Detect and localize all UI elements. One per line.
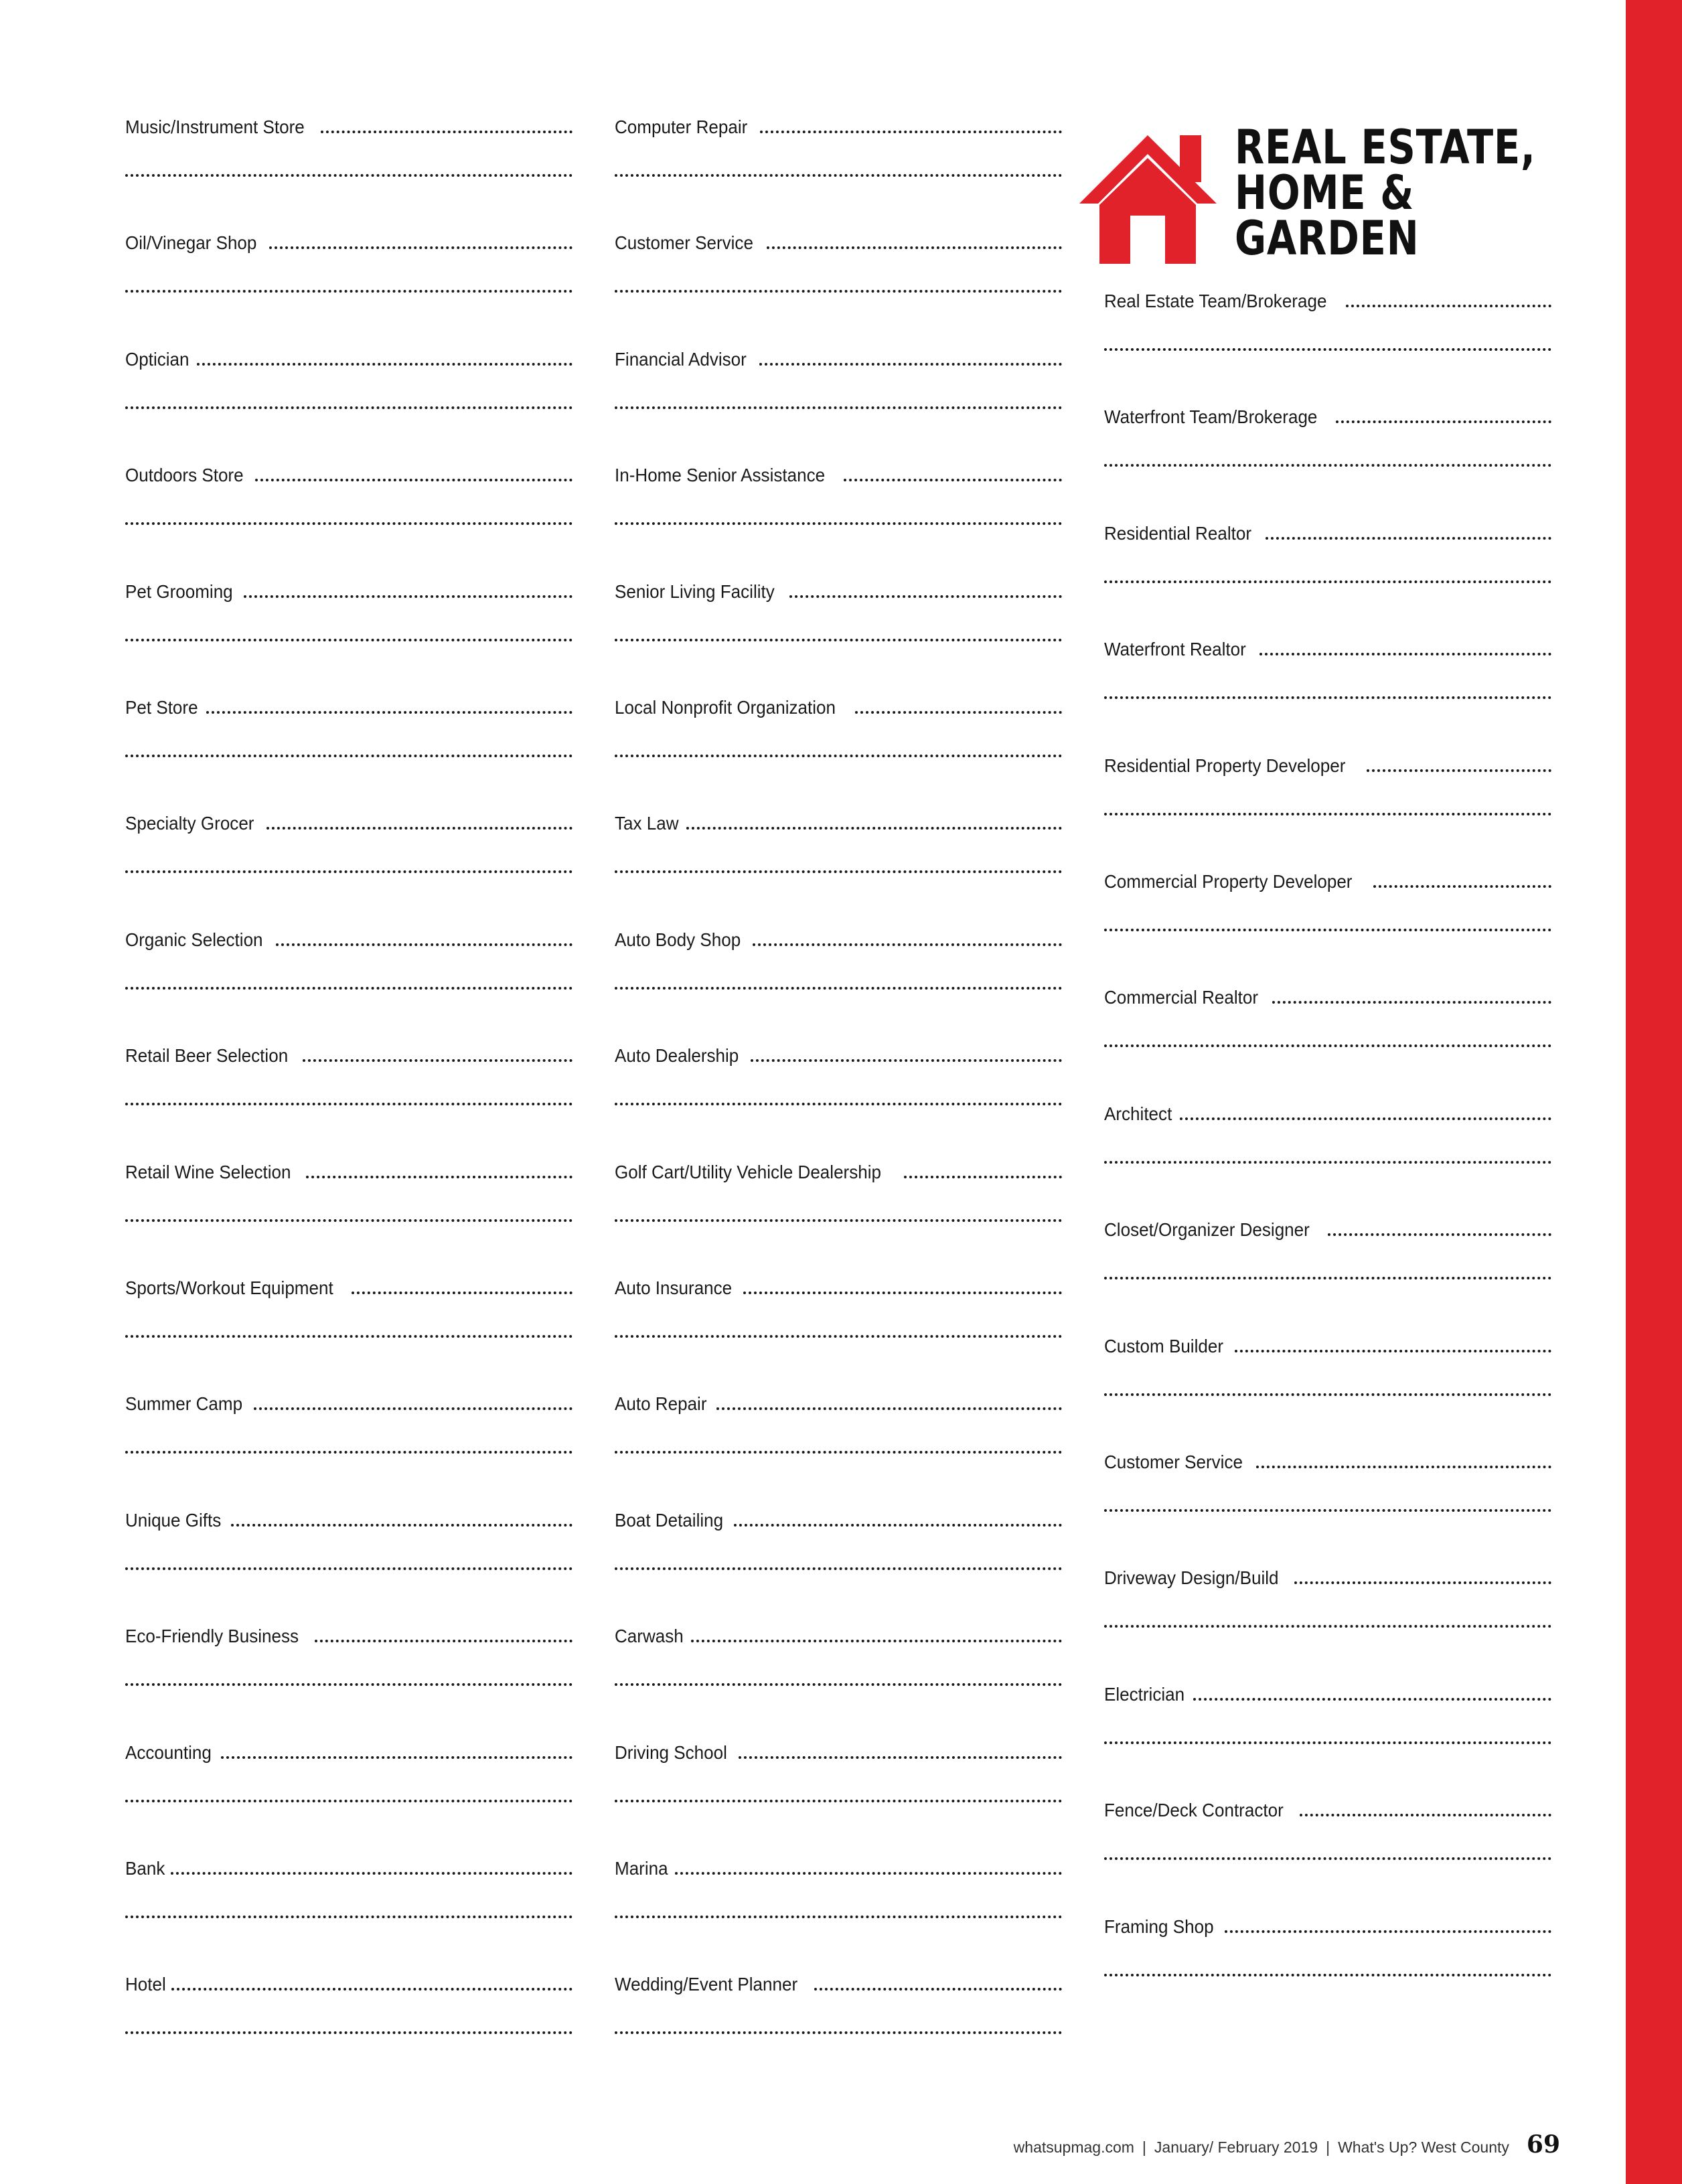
footer-separator: | xyxy=(1326,2138,1330,2156)
footer-separator: | xyxy=(1142,2138,1146,2156)
section-title-line: GARDEN xyxy=(1235,211,1420,266)
answer-line[interactable] xyxy=(615,1683,1062,1686)
category-label: Commercial Property Developer xyxy=(1104,871,1353,892)
category-answer-field[interactable] xyxy=(686,827,1062,830)
ballot-entry xyxy=(125,1271,572,1387)
category-answer-field[interactable] xyxy=(675,1872,1062,1875)
category-label: Custom Builder xyxy=(1104,1336,1224,1356)
answer-line[interactable] xyxy=(1104,696,1551,699)
category-row xyxy=(615,1156,1062,1184)
category-answer-field[interactable] xyxy=(814,1988,1062,1991)
category-label: Architect xyxy=(1104,1103,1172,1124)
answer-line[interactable] xyxy=(1104,1857,1551,1860)
ballot-entry xyxy=(125,1968,572,2084)
category-label: Auto Body Shop xyxy=(615,929,741,950)
answer-line[interactable] xyxy=(1104,1741,1551,1744)
answer-line[interactable] xyxy=(1104,1044,1551,1047)
answer-line[interactable] xyxy=(125,1567,572,1570)
category-answer-field[interactable] xyxy=(276,943,572,946)
ballot-entry xyxy=(1104,981,1551,1097)
category-answer-field[interactable] xyxy=(904,1176,1062,1178)
category-label: Summer Camp xyxy=(125,1393,243,1414)
answer-line[interactable] xyxy=(125,987,572,990)
category-label: Specialty Grocer xyxy=(125,813,254,834)
ballot-entry xyxy=(615,1387,1062,1503)
category-row xyxy=(125,807,572,835)
ballot-entry xyxy=(615,1620,1062,1735)
category-label: Oil/Vinegar Shop xyxy=(125,232,257,253)
category-answer-field[interactable] xyxy=(231,1524,572,1527)
ballot-entry xyxy=(615,1039,1062,1155)
category-row xyxy=(125,343,572,371)
category-label: Pet Store xyxy=(125,697,198,718)
category-row xyxy=(1104,1910,1551,1938)
answer-line[interactable] xyxy=(1104,1509,1551,1512)
answer-line[interactable] xyxy=(125,1916,572,1918)
category-row xyxy=(1104,981,1551,1009)
category-answer-field[interactable] xyxy=(197,363,572,366)
ballot-entry xyxy=(1104,1561,1551,1677)
category-row xyxy=(615,226,1062,254)
ballot-entry xyxy=(1104,749,1551,865)
category-answer-field[interactable] xyxy=(244,595,572,598)
category-answer-field[interactable] xyxy=(315,1640,572,1642)
category-row xyxy=(125,110,572,139)
answer-line[interactable] xyxy=(125,522,572,525)
ballot-entry xyxy=(125,1736,572,1852)
answer-line[interactable] xyxy=(1104,1393,1551,1396)
category-label: Eco-Friendly Business xyxy=(125,1626,299,1646)
category-row xyxy=(1104,633,1551,661)
answer-line[interactable] xyxy=(125,174,572,177)
category-answer-field[interactable] xyxy=(759,363,1062,366)
category-label: Hotel xyxy=(125,1974,166,1995)
category-row xyxy=(125,1968,572,1996)
answer-line[interactable] xyxy=(615,1219,1062,1222)
category-row xyxy=(615,923,1062,951)
category-label: Auto Repair xyxy=(615,1393,707,1414)
answer-line[interactable] xyxy=(615,406,1062,409)
answer-line[interactable] xyxy=(125,406,572,409)
answer-line[interactable] xyxy=(1104,1974,1551,1976)
category-answer-field[interactable] xyxy=(306,1176,572,1178)
answer-line[interactable] xyxy=(125,1683,572,1686)
category-label: Residential Realtor xyxy=(1104,523,1252,544)
category-row xyxy=(615,807,1062,835)
answer-line[interactable] xyxy=(125,1800,572,1802)
category-row xyxy=(125,1387,572,1415)
answer-line[interactable] xyxy=(615,1335,1062,1338)
ballot-entry xyxy=(615,226,1062,342)
category-label: Retail Beer Selection xyxy=(125,1045,289,1066)
answer-line[interactable] xyxy=(615,2031,1062,2034)
page-number: 69 xyxy=(1526,2130,1560,2159)
category-answer-field[interactable] xyxy=(1300,1814,1551,1816)
ballot-entry xyxy=(1104,1097,1551,1213)
answer-line[interactable] xyxy=(615,522,1062,525)
category-row xyxy=(1104,1678,1551,1706)
category-row xyxy=(1104,1213,1551,1241)
ballot-entry xyxy=(615,1504,1062,1620)
answer-line[interactable] xyxy=(615,639,1062,641)
category-row xyxy=(125,691,572,719)
ballot-entry xyxy=(1104,1330,1551,1446)
category-row xyxy=(1104,285,1551,313)
answer-line[interactable] xyxy=(1104,580,1551,583)
category-label: Customer Service xyxy=(615,232,753,253)
category-label: Auto Dealership xyxy=(615,1045,739,1066)
category-row xyxy=(1104,517,1551,545)
page-footer xyxy=(670,2130,1560,2171)
category-label: Optician xyxy=(125,349,189,370)
category-row xyxy=(125,459,572,487)
ballot-entry xyxy=(125,110,572,226)
category-row xyxy=(125,1271,572,1300)
section-header xyxy=(1079,120,1561,266)
category-answer-field[interactable] xyxy=(1294,1581,1551,1584)
ballot-entry xyxy=(1104,1794,1551,1909)
ballot-entry xyxy=(125,807,572,923)
ballot-entry xyxy=(125,226,572,342)
category-answer-field[interactable] xyxy=(171,1988,572,1991)
category-label: Auto Insurance xyxy=(615,1277,733,1298)
category-answer-field[interactable] xyxy=(844,479,1062,481)
category-label: Tax Law xyxy=(615,813,679,834)
answer-line[interactable] xyxy=(615,755,1062,757)
answer-line[interactable] xyxy=(1104,813,1551,815)
answer-line[interactable] xyxy=(1104,1161,1551,1164)
ballot-entry xyxy=(615,343,1062,459)
ballot-entry xyxy=(615,807,1062,923)
category-label: Retail Wine Selection xyxy=(125,1162,291,1182)
answer-line[interactable] xyxy=(1104,929,1551,931)
ballot-entry xyxy=(615,1968,1062,2084)
ballot-entry xyxy=(1104,1678,1551,1794)
answer-line[interactable] xyxy=(125,290,572,293)
section-title-line: REAL ESTATE, xyxy=(1235,120,1536,175)
answer-line[interactable] xyxy=(615,1451,1062,1454)
category-answer-field[interactable] xyxy=(1259,653,1551,655)
section-title-line: HOME & xyxy=(1235,165,1415,220)
category-label: Wedding/Event Planner xyxy=(615,1974,798,1995)
footer-site: whatsupmag.com xyxy=(1013,2138,1134,2156)
category-label: Music/Instrument Store xyxy=(125,116,305,137)
category-answer-field[interactable] xyxy=(221,1756,572,1759)
category-label: Organic Selection xyxy=(125,929,263,950)
category-answer-field[interactable] xyxy=(321,131,572,133)
ballot-entry xyxy=(1104,285,1551,400)
category-label: Local Nonprofit Organization xyxy=(615,697,836,718)
section-title xyxy=(1235,120,1536,266)
category-answer-field[interactable] xyxy=(1373,885,1551,888)
category-label: Commercial Realtor xyxy=(1104,987,1259,1008)
category-answer-field[interactable] xyxy=(1256,1466,1551,1468)
category-row xyxy=(1104,400,1551,428)
category-answer-field[interactable] xyxy=(789,595,1062,598)
category-answer-field[interactable] xyxy=(1328,1233,1551,1236)
category-answer-field[interactable] xyxy=(751,1059,1062,1062)
category-label: Driveway Design/Build xyxy=(1104,1567,1279,1588)
category-label: Waterfront Realtor xyxy=(1104,639,1246,659)
category-label: Accounting xyxy=(125,1742,212,1763)
ballot-entry xyxy=(615,1736,1062,1852)
category-label: Marina xyxy=(615,1858,668,1879)
category-answer-field[interactable] xyxy=(1266,537,1551,540)
ballot-entry xyxy=(1104,1910,1551,2026)
ballot-entry xyxy=(1104,1213,1551,1329)
ballot-entry xyxy=(615,459,1062,574)
answer-line[interactable] xyxy=(125,1451,572,1454)
answer-line[interactable] xyxy=(125,1219,572,1222)
category-answer-field[interactable] xyxy=(352,1292,572,1294)
ballot-entry xyxy=(615,1852,1062,1968)
ballot-entry xyxy=(1104,633,1551,749)
category-row xyxy=(125,1620,572,1648)
ballot-entry xyxy=(125,1620,572,1735)
ballot-entry xyxy=(1104,517,1551,633)
ballot-entry xyxy=(615,1156,1062,1271)
answer-line[interactable] xyxy=(615,290,1062,293)
answer-line[interactable] xyxy=(615,174,1062,177)
ballot-entry xyxy=(125,459,572,574)
ballot-entry xyxy=(125,1387,572,1503)
ballot-entry xyxy=(125,575,572,691)
category-row xyxy=(615,575,1062,603)
category-row xyxy=(1104,1561,1551,1589)
ballot-entry xyxy=(125,923,572,1039)
category-label: Framing Shop xyxy=(1104,1916,1214,1937)
category-row xyxy=(1104,749,1551,777)
category-row xyxy=(615,1852,1062,1880)
house-icon xyxy=(1079,130,1217,264)
category-row xyxy=(615,459,1062,487)
category-answer-field[interactable] xyxy=(1180,1117,1551,1120)
category-answer-field[interactable] xyxy=(1225,1930,1551,1933)
answer-line[interactable] xyxy=(125,870,572,873)
category-row xyxy=(615,1968,1062,1996)
ballot-entry xyxy=(125,1039,572,1155)
category-label: Waterfront Team/Brokerage xyxy=(1104,406,1318,427)
category-row xyxy=(615,1736,1062,1764)
category-row xyxy=(1104,865,1551,893)
answer-line[interactable] xyxy=(125,755,572,757)
category-answer-field[interactable] xyxy=(734,1524,1062,1527)
ballot-entry xyxy=(1104,1446,1551,1561)
category-label: Carwash xyxy=(615,1626,684,1646)
category-answer-field[interactable] xyxy=(1336,420,1551,423)
answer-line[interactable] xyxy=(615,870,1062,873)
category-row xyxy=(615,1387,1062,1415)
category-answer-field[interactable] xyxy=(716,1407,1062,1410)
category-label: Financial Advisor xyxy=(615,349,747,370)
category-answer-field[interactable] xyxy=(206,711,572,714)
category-label: Senior Living Facility xyxy=(615,581,775,602)
category-label: Unique Gifts xyxy=(125,1510,222,1531)
category-label: Electrician xyxy=(1104,1684,1185,1705)
answer-line[interactable] xyxy=(1104,1277,1551,1279)
category-row xyxy=(125,575,572,603)
category-row xyxy=(125,226,572,254)
answer-line[interactable] xyxy=(615,1800,1062,1802)
category-row xyxy=(615,1620,1062,1648)
answer-line[interactable] xyxy=(1104,464,1551,467)
ballot-entry xyxy=(615,575,1062,691)
ballot-entry xyxy=(615,691,1062,807)
category-row xyxy=(615,691,1062,719)
category-answer-field[interactable] xyxy=(1346,305,1551,307)
category-answer-field[interactable] xyxy=(1193,1698,1551,1701)
category-answer-field[interactable] xyxy=(739,1756,1062,1759)
category-row xyxy=(1104,1097,1551,1125)
category-row xyxy=(125,1736,572,1764)
answer-line[interactable] xyxy=(615,1916,1062,1918)
category-answer-field[interactable] xyxy=(1235,1350,1551,1352)
category-label: Closet/Organizer Designer xyxy=(1104,1219,1310,1240)
category-answer-field[interactable] xyxy=(753,943,1062,946)
footer-publication: What's Up? West County xyxy=(1338,2138,1509,2156)
answer-line[interactable] xyxy=(615,1103,1062,1105)
answer-line[interactable] xyxy=(125,2031,572,2034)
page-edge-accent-bar xyxy=(1626,0,1682,2184)
category-row xyxy=(1104,1446,1551,1474)
category-row xyxy=(125,1156,572,1184)
category-row xyxy=(125,923,572,951)
answer-line[interactable] xyxy=(1104,1625,1551,1628)
category-answer-field[interactable] xyxy=(743,1292,1062,1294)
ballot-entry xyxy=(125,1852,572,1968)
ballot-entry xyxy=(615,110,1062,226)
category-row xyxy=(615,343,1062,371)
category-label: Residential Property Developer xyxy=(1104,755,1346,776)
category-label: Sports/Workout Equipment xyxy=(125,1277,333,1298)
category-label: In-Home Senior Assistance xyxy=(615,465,826,485)
ballot-entry xyxy=(615,1271,1062,1387)
ballot-entry xyxy=(125,343,572,459)
category-label: Fence/Deck Contractor xyxy=(1104,1800,1284,1820)
category-row xyxy=(1104,1794,1551,1822)
category-row xyxy=(615,110,1062,139)
ballot-entry xyxy=(615,923,1062,1039)
category-row xyxy=(1104,1330,1551,1358)
category-row xyxy=(125,1039,572,1067)
answer-line[interactable] xyxy=(125,639,572,641)
answer-line[interactable] xyxy=(1104,348,1551,351)
ballot-entry xyxy=(1104,865,1551,981)
category-label: Pet Grooming xyxy=(125,581,233,602)
ballot-entry xyxy=(125,691,572,807)
category-row xyxy=(615,1039,1062,1067)
answer-line[interactable] xyxy=(615,1567,1062,1570)
category-row xyxy=(615,1504,1062,1532)
category-answer-field[interactable] xyxy=(855,711,1062,714)
category-label: Computer Repair xyxy=(615,116,748,137)
ballot-entry xyxy=(125,1504,572,1620)
category-answer-field[interactable] xyxy=(171,1872,572,1875)
category-answer-field[interactable] xyxy=(269,246,572,249)
answer-line[interactable] xyxy=(615,987,1062,990)
category-answer-field[interactable] xyxy=(1367,769,1551,772)
category-row xyxy=(615,1271,1062,1300)
category-answer-field[interactable] xyxy=(760,131,1062,133)
category-answer-field[interactable] xyxy=(767,246,1062,249)
category-row xyxy=(125,1504,572,1532)
ballot-entry xyxy=(1104,400,1551,516)
category-answer-field[interactable] xyxy=(303,1059,572,1062)
category-label: Boat Detailing xyxy=(615,1510,724,1531)
category-row xyxy=(125,1852,572,1880)
category-answer-field[interactable] xyxy=(255,479,572,481)
category-label: Driving School xyxy=(615,1742,727,1763)
category-label: Bank xyxy=(125,1858,165,1879)
answer-line[interactable] xyxy=(125,1103,572,1105)
category-label: Real Estate Team/Brokerage xyxy=(1104,291,1327,311)
ballot-entry xyxy=(125,1156,572,1271)
footer-issue: January/ February 2019 xyxy=(1154,2138,1318,2156)
category-answer-field[interactable] xyxy=(1272,1001,1551,1004)
category-answer-field[interactable] xyxy=(691,1640,1062,1642)
category-label: Outdoors Store xyxy=(125,465,244,485)
category-label: Golf Cart/Utility Vehicle Dealership xyxy=(615,1162,881,1182)
category-answer-field[interactable] xyxy=(266,827,572,830)
category-answer-field[interactable] xyxy=(254,1407,572,1410)
answer-line[interactable] xyxy=(125,1335,572,1338)
category-label: Customer Service xyxy=(1104,1452,1243,1472)
